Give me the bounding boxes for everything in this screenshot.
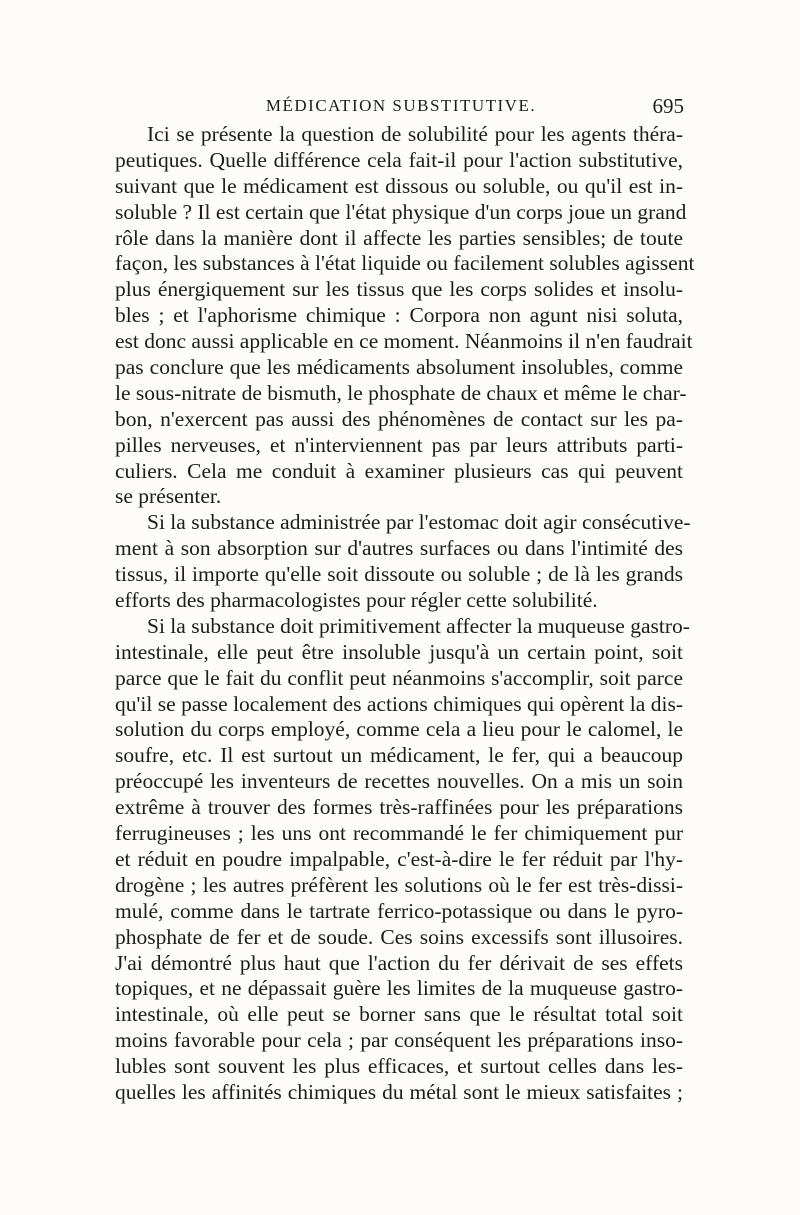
text-line: efforts des pharmacologistes pour régler cette solubilité. <box>115 588 598 613</box>
text-line: soufre, etc. Il est surtout un médicament, le fer, qui a beaucoup <box>115 743 683 768</box>
text-line: drogène ; les autres préfèrent les solutions où le fer est très-dissi- <box>115 872 683 897</box>
running-title: MÉDICATION SUBSTITUTIVE. <box>265 96 537 115</box>
text-line: culiers. Cela me conduit à examiner plusieurs cas qui peuvent <box>115 458 683 483</box>
text-line: ment à son absorption sur d'autres surfaces ou dans l'intimité des <box>115 536 683 561</box>
text-line: extrême à trouver des formes très-raffinées pour les préparations <box>115 795 683 820</box>
text-line: soluble ? Il est certain que l'état physique d'un corps joue un grand <box>115 199 687 224</box>
text-line: parce que le fait du conflit peut néanmoins s'accomplir, soit parce <box>115 665 683 690</box>
text-line: bon, n'exercent pas aussi des phénomènes de contact sur les pa- <box>115 406 683 431</box>
text-line: lubles sont souvent les plus efficaces, et surtout celles dans les- <box>115 1054 683 1079</box>
text-line: ferrugineuses ; les uns ont recommandé le fer chimiquement pur <box>115 821 683 846</box>
text-line: plus énergiquement sur les tissus que les corps solides et insolu- <box>115 277 683 302</box>
text-line: Si la substance administrée par l'estomac doit agir consécutive- <box>147 510 691 535</box>
text-line: topiques, et ne dépassait guère les limites de la muqueuse gastro- <box>115 976 683 1001</box>
page-number: 695 <box>652 94 684 118</box>
text-line: préoccupé les inventeurs de recettes nouvelles. On a mis un soin <box>115 769 683 794</box>
text-line: J'ai démontré plus haut que l'action du fer dérivait de ses effets <box>115 950 683 975</box>
text-line: rôle dans la manière dont il affecte les parties sensibles; de toute <box>115 225 683 250</box>
text-line: façon, les substances à l'état liquide ou facilement solubles agissent <box>115 251 695 276</box>
text-line: intestinale, elle peut être insoluble jusqu'à un certain point, soit <box>115 639 683 664</box>
text-line: Si la substance doit primitivement affecter la muqueuse gastro- <box>147 613 690 638</box>
text-line: Ici se présente la question de solubilité pour les agents théra- <box>147 122 683 146</box>
text-line: solution du corps employé, comme cela a lieu pour le calomel, le <box>115 717 683 742</box>
text-line: quelles les affinités chimiques du métal sont le mieux satisfaites ; <box>115 1079 683 1104</box>
text-line: se présenter. <box>115 484 222 509</box>
body-text <box>115 122 695 1106</box>
text-line: tissus, il importe qu'elle soit dissoute ou soluble ; de là les grands <box>115 562 683 587</box>
text-line: bles ; et l'aphorisme chimique : Corpora non agunt nisi soluta, <box>115 303 683 328</box>
text-line: et réduit en poudre impalpable, c'est-à-dire le fer réduit par l'hy- <box>115 846 683 871</box>
text-line: intestinale, où elle peut se borner sans que le résultat total soit <box>115 1002 683 1027</box>
text-line: suivant que le médicament est dissous ou soluble, ou qu'il est in- <box>115 173 683 198</box>
text-line: phosphate de fer et de soude. Ces soins excessifs sont illusoires. <box>115 924 683 949</box>
text-line: mulé, comme dans le tartrate ferrico-potassique ou dans le pyro- <box>115 898 683 923</box>
text-line: est donc aussi applicable en ce moment. Néanmoins il n'en faudrait <box>115 329 693 354</box>
page-header <box>118 96 684 122</box>
text-line: peutiques. Quelle différence cela fait-il pour l'action substitutive, <box>115 147 683 172</box>
text-line: qu'il se passe localement des actions chimiques qui opèrent la dis- <box>115 691 683 716</box>
text-line: pilles nerveuses, et n'interviennent pas par leurs attributs parti- <box>115 432 683 457</box>
text-line: le sous-nitrate de bismuth, le phosphate de chaux et même le char- <box>115 380 687 405</box>
text-line: moins favorable pour cela ; par conséquent les préparations inso- <box>115 1028 683 1053</box>
text-line: pas conclure que les médicaments absolument insolubles, comme <box>115 355 683 380</box>
